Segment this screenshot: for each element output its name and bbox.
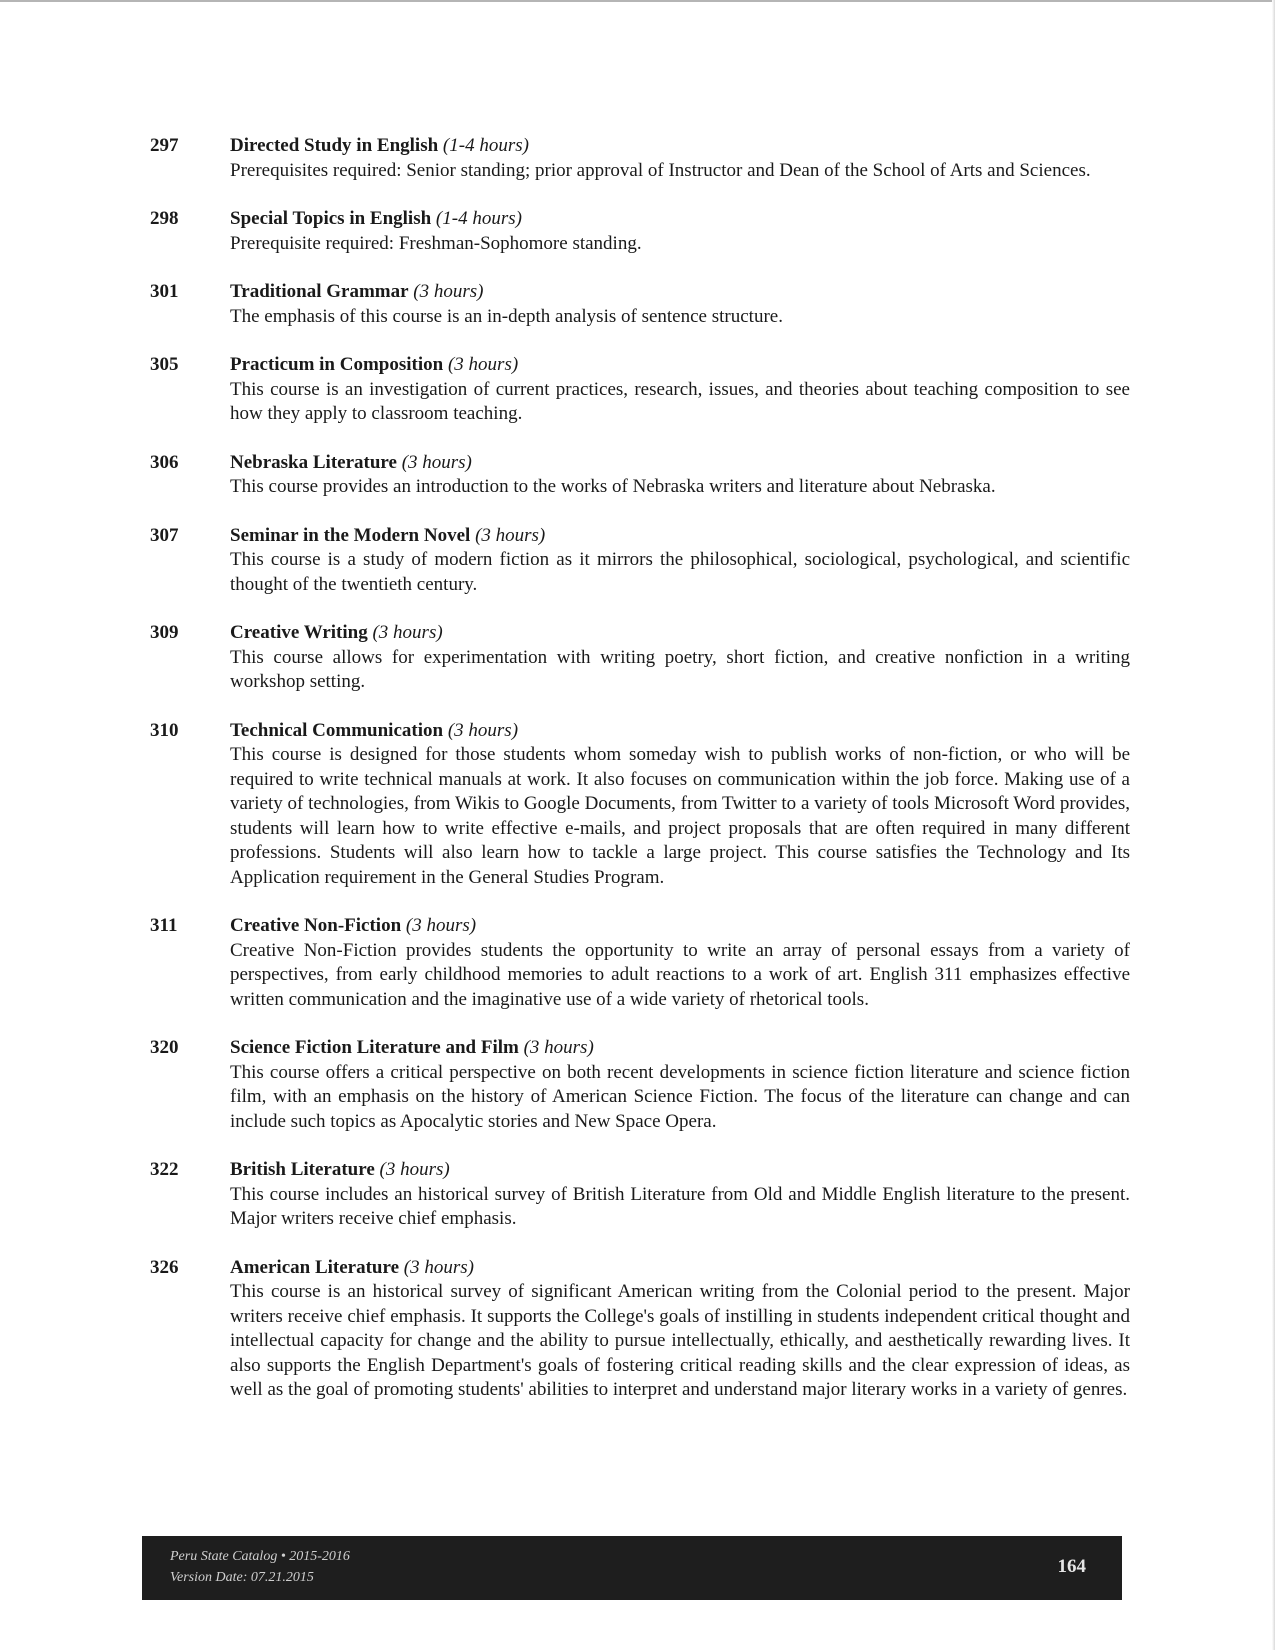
course-body (230, 1036, 1130, 1134)
course-hours: (1-4 hours) (435, 208, 522, 229)
course-title: Traditional Grammar (230, 281, 409, 302)
course-body (230, 353, 1130, 427)
course-title: Practicum in Composition (230, 354, 444, 375)
course-heading (230, 207, 1130, 232)
course-entry-298 (150, 207, 1130, 256)
course-title: British Literature (230, 1159, 375, 1180)
course-number: 309 (150, 622, 179, 643)
course-heading (230, 524, 1130, 549)
course-body (230, 1158, 1130, 1232)
course-description: This course offers a critical perspective on both recent developments in science fiction literature and science fiction film, with an emphasis on the history of American Science Fiction. The focus of the literature can change and can include such topics as Apocalytic stories and New Space Opera. (230, 1061, 1130, 1132)
course-number: 301 (150, 281, 179, 302)
course-description: The emphasis of this course is an in-depth analysis of sentence structure. (230, 305, 783, 327)
course-hours: (3 hours) (523, 1037, 594, 1058)
course-number: 310 (150, 719, 179, 741)
course-body (230, 524, 1130, 598)
course-heading (230, 451, 1130, 476)
course-number: 322 (150, 1159, 179, 1180)
course-hours: (3 hours) (447, 354, 519, 375)
course-number: 307 (150, 524, 179, 546)
course-title: American Literature (230, 1256, 400, 1278)
course-hours: (3 hours) (401, 451, 472, 473)
course-title: Seminar in the Modern Novel (230, 524, 471, 546)
top-border (0, 0, 1275, 2)
course-hours: (3 hours) (379, 1159, 450, 1180)
course-hours: (3 hours) (372, 622, 443, 643)
course-entry-326 (150, 1256, 1130, 1403)
course-list (150, 134, 1130, 1427)
course-number: 305 (150, 354, 179, 375)
course-description: This course is a study of modern fiction as it mirrors the philosophical, sociological, psychological, and scientific thought of the twentieth century. (230, 549, 1130, 595)
course-entry-311 (150, 914, 1130, 1012)
course-entry-306 (150, 451, 1130, 500)
course-title: Nebraska Literature (230, 451, 397, 473)
course-number: 298 (150, 208, 179, 229)
course-hours: (3 hours) (405, 915, 477, 936)
course-description: This course allows for experimentation with writing poetry, short fiction, and creative nonfiction in a writing workshop setting. (230, 646, 1130, 692)
course-entry-301 (150, 280, 1130, 329)
course-heading (230, 280, 1130, 305)
course-heading (230, 719, 1130, 744)
course-heading (230, 621, 1130, 646)
course-hours: (1-4 hours) (442, 135, 529, 156)
course-description: This course includes an historical survey of British Literature from Old and Middle English literature to the present. Major writers receive chief emphasis. (230, 1183, 1130, 1229)
course-body (230, 621, 1130, 695)
course-body (230, 451, 1130, 500)
course-title: Creative Non-Fiction (230, 915, 402, 936)
course-heading (230, 1256, 1130, 1281)
course-description: This course is an historical survey of significant American writing from the Colonial period to the present. Major writers receive chief emphasis. It supports the College's goals of instilling in students independent critical thought and intellectual capacity for change and the ability to pursue intellectually, ethically, and aesthetically rewarding lives. It also supports the English Department's goals of fostering critical reading skills and the clear expression of ideas, as well as the goal of promoting students' abilities to interpret and understand major literary works in a variety of genres. (230, 1281, 1130, 1400)
course-body (230, 719, 1130, 891)
page-footer (142, 1536, 1122, 1600)
course-body (230, 914, 1130, 1012)
footer-info (170, 1546, 350, 1588)
course-title: Technical Communication (230, 719, 444, 741)
course-entry-310 (150, 719, 1130, 891)
course-entry-305 (150, 353, 1130, 427)
course-entry-322 (150, 1158, 1130, 1232)
course-entry-307 (150, 524, 1130, 598)
course-entry-320 (150, 1036, 1130, 1134)
course-heading (230, 1036, 1130, 1061)
course-body (230, 134, 1130, 183)
course-body (230, 1256, 1130, 1403)
course-title: Science Fiction Literature and Film (230, 1037, 519, 1058)
footer-version-date: Version Date: 07.21.2015 (170, 1570, 314, 1585)
course-description: This course is designed for those students whom someday wish to publish works of non-fiction, or who will be required to write technical manuals at work. It also focuses on communication within the job force. Making use of a variety of technologies, from Wikis to Google Documents, from Twitter to a variety of tools Microsoft Word provides, students will learn how to write effective e-mails, and project proposals that are often required in many different professions. Students will also learn how to tackle a large project. This course satisfies the Technology and Its Application requirement in the General Studies Program. (230, 744, 1130, 888)
course-number: 326 (150, 1256, 179, 1278)
course-entry-297 (150, 134, 1130, 183)
course-heading (230, 914, 1130, 939)
course-number: 311 (150, 915, 178, 936)
course-hours: (3 hours) (413, 281, 484, 302)
footer-catalog-title: Peru State Catalog • 2015-2016 (170, 1549, 350, 1564)
course-hours: (3 hours) (403, 1256, 474, 1278)
course-description: Prerequisites required: Senior standing; prior approval of Instructor and Dean of the School of Arts and Sciences. (230, 159, 1091, 181)
course-heading (230, 1158, 1130, 1183)
course-number: 320 (150, 1037, 179, 1058)
course-entry-309 (150, 621, 1130, 695)
course-hours: (3 hours) (447, 719, 519, 741)
course-title: Directed Study in English (230, 135, 439, 156)
course-description: Prerequisite required: Freshman-Sophomore standing. (230, 232, 642, 254)
course-description: Creative Non-Fiction provides students the opportunity to write an array of personal essays from a variety of perspectives, from early childhood memories to adult reactions to a work of art. English 311 emphasizes effective written communication and the imaginative use of a wide variety of rhetorical tools. (230, 939, 1130, 1010)
course-description: This course is an investigation of current practices, research, issues, and theories about teaching composition to see how they apply to classroom teaching. (230, 378, 1130, 424)
course-body (230, 207, 1130, 256)
course-body (230, 280, 1130, 329)
course-title: Special Topics in English (230, 208, 432, 229)
course-heading (230, 134, 1130, 159)
course-heading (230, 353, 1130, 378)
course-title: Creative Writing (230, 622, 368, 643)
course-description: This course provides an introduction to the works of Nebraska writers and literature about Nebraska. (230, 476, 996, 497)
course-number: 306 (150, 451, 179, 473)
course-hours: (3 hours) (475, 524, 546, 546)
page-number: 164 (1057, 1556, 1086, 1577)
course-number: 297 (150, 135, 179, 156)
